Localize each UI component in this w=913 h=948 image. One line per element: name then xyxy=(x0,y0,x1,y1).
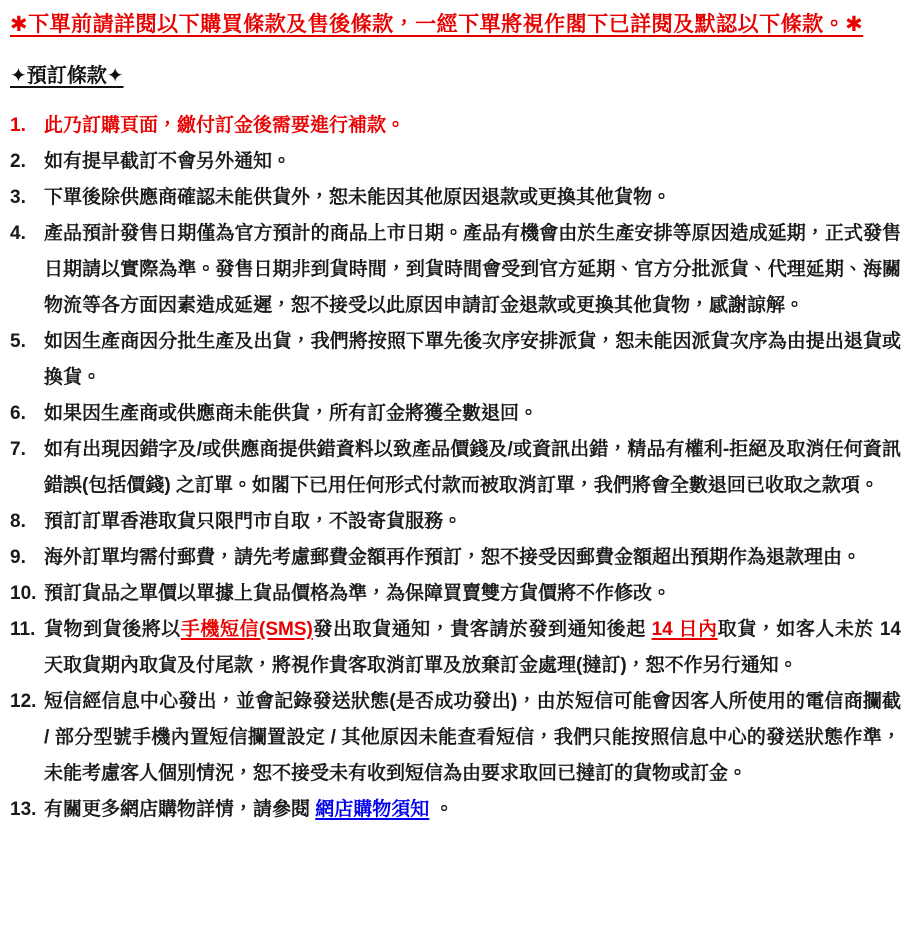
term-text-segment: 預訂貨品之單價以單據上貨品價格為準，為保障買賣雙方貨價將不作修改。 xyxy=(44,583,672,604)
term-item xyxy=(10,108,901,144)
term-text-segment: 海外訂單均需付郵費，請先考慮郵費金額再作預訂，恕不接受因郵費金額超出預期作為退款理由。 xyxy=(44,547,862,568)
term-item xyxy=(10,576,901,612)
term-text-segment: 發出取貨通知，貴客請於發到通知後起 xyxy=(312,619,652,640)
term-text xyxy=(44,792,901,828)
term-text xyxy=(44,324,901,396)
term-text xyxy=(44,180,901,216)
term-number: 11. xyxy=(10,619,36,640)
term-text xyxy=(44,216,901,324)
term-item xyxy=(10,180,901,216)
term-text-segment: 預訂訂單香港取貨只限門市自取，不設寄貨服務。 xyxy=(44,511,463,532)
term-text-segment: 取貨，如客人未於 14 天取貨期內取貨及付尾款，將視作貴客取消訂單及放棄訂金處理(撻訂)，恕不作另行通知。 xyxy=(44,619,901,676)
term-text-segment: 如因生產商因分批生產及出貨，我們將按照下單先後次序安排派貨，恕未能因派貨次序為由提出退貨或換貨。 xyxy=(44,331,901,388)
term-number: 8. xyxy=(10,511,26,532)
term-number: 3. xyxy=(10,187,26,208)
term-text-segment: 。 xyxy=(429,799,454,820)
term-number: 6. xyxy=(10,403,26,424)
term-text-segment: 如果因生產商或供應商未能供貨，所有訂金將獲全數退回。 xyxy=(44,403,539,424)
term-number: 9. xyxy=(10,547,26,568)
term-item xyxy=(10,792,901,828)
terms-list xyxy=(10,108,901,828)
term-item xyxy=(10,612,901,684)
term-text xyxy=(44,684,901,792)
term-text-segment: 如有提早截訂不會另外通知。 xyxy=(44,151,292,172)
term-item xyxy=(10,684,901,792)
term-item xyxy=(10,504,901,540)
term-number: 1. xyxy=(10,115,26,136)
term-text xyxy=(44,612,901,684)
term-text-segment: 如有出現因錯字及/或供應商提供錯資料以致產品價錢及/或資訊出錯，精品有權利-拒絕及取消任何資訊錯誤(包括價錢) 之訂單。如閣下已用任何形式付款而被取消訂單，我們將會全數退回已收取之款項。 xyxy=(44,439,901,496)
term-text-segment: 有關更多網店購物詳情，請參閱 xyxy=(44,799,316,820)
section-heading: ✦預訂條款✦ xyxy=(10,65,124,87)
term-item xyxy=(10,432,901,504)
term-text-segment: 貨物到貨後將以 xyxy=(44,619,181,640)
term-text-segment: 14 日內 xyxy=(651,619,718,640)
term-text-segment: 產品預計發售日期僅為官方預計的商品上市日期。產品有機會由於生產安排等原因造成延期，正式發售日期請以實際為準。發售日期非到貨時間，到貨時間會受到官方延期、官方分批派貨、代理延期、海關物流等各方面因素造成延遲，恕不接受以此原因申請訂金退款或更換其他貨物，感謝諒解。 xyxy=(44,223,901,316)
term-number: 10. xyxy=(10,583,37,604)
term-text-segment: 下單後除供應商確認未能供貨外，恕未能因其他原因退款或更換其他貨物。 xyxy=(44,187,672,208)
term-number: 5. xyxy=(10,331,26,352)
term-number: 12. xyxy=(10,691,37,712)
term-text xyxy=(44,576,901,612)
term-item xyxy=(10,216,901,324)
term-text xyxy=(44,504,901,540)
term-text xyxy=(44,144,901,180)
term-text xyxy=(44,396,901,432)
term-number: 13. xyxy=(10,799,37,820)
term-item xyxy=(10,144,901,180)
term-number: 4. xyxy=(10,223,26,244)
term-text-segment: 此乃訂購頁面，繳付訂金後需要進行補款。 xyxy=(44,115,406,136)
term-text-segment: 短信經信息中心發出，並會記錄發送狀態(是否成功發出)，由於短信可能會因客人所使用的電信商攔截 / 部分型號手機內置短信攔置設定 / 其他原因未能查看短信，我們只能按照信息中心的發送狀態作準，未能考慮客人個別情況，恕不接受未有收到短信為由要求取回已撻訂的貨物或訂金。 xyxy=(44,691,901,784)
term-number: 2. xyxy=(10,151,26,172)
term-text xyxy=(44,108,901,144)
page-title: ✱下單前請詳閱以下購買條款及售後條款，一經下單將視作閣下已詳閱及默認以下條款。✱ xyxy=(10,13,864,36)
term-item xyxy=(10,540,901,576)
term-item xyxy=(10,324,901,396)
term-text xyxy=(44,540,901,576)
term-number: 7. xyxy=(10,439,26,460)
shop-guide-link[interactable]: 網店購物須知 xyxy=(315,799,430,820)
term-item xyxy=(10,396,901,432)
term-text xyxy=(44,432,901,504)
term-text-segment: 手機短信(SMS) xyxy=(180,619,313,640)
